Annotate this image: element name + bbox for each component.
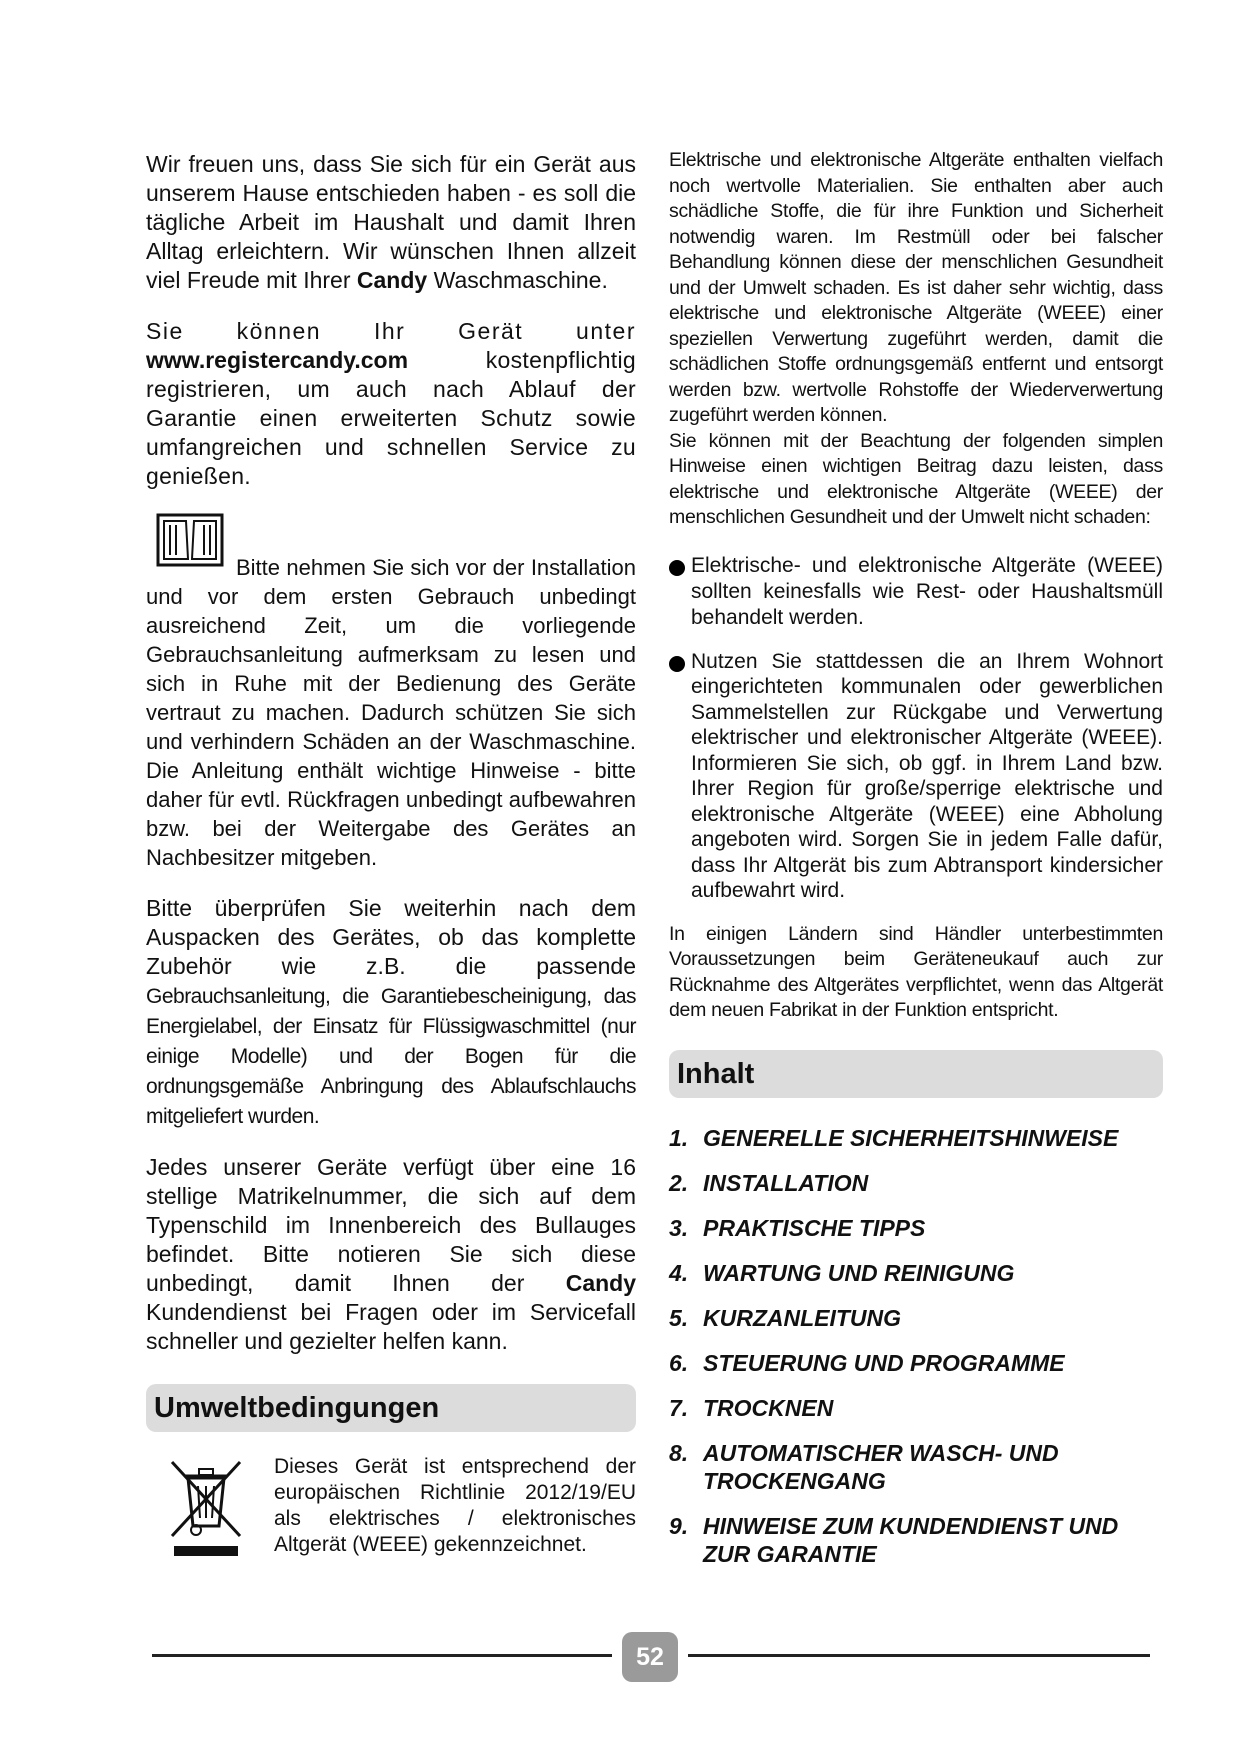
toc-item-label: PRAKTISCHE TIPPS: [703, 1214, 926, 1241]
open-book-icon: [156, 513, 224, 567]
toc-item[interactable]: 1. GENERELLE SICHERHEITSHINWEISE: [669, 1124, 1119, 1151]
toc-item[interactable]: 9. HINWEISE ZUM KUNDENDIENST UND ZUR GARANTIE: [669, 1512, 1163, 1568]
intro-tail: Waschmaschine.: [427, 267, 608, 293]
registration-paragraph: [146, 317, 636, 491]
read-manual-block: [146, 513, 636, 872]
registration-start: Sie können Ihr Gerät unter: [146, 318, 636, 344]
toc-item[interactable]: 8. AUTOMATISCHER WASCH- UND TROCKENGANG: [669, 1439, 1163, 1495]
bullet-text: Nutzen Sie stattdessen die an Ihrem Wohnort eingerichteten kommunalen oder gewerblichen Sammelstellen zur Rückgabe und Verwertung elektrischer und elektronischer Altgeräte (WEEE). Informieren Sie sich, ob ggf. in Ihrem Land bzw. Ihrer Region für große/sperrige elektrische und elektronische Altgeräte (WEEE) eine Abholung angeboten wird. Sorgen Sie in jedem Falle dafür, dass Ihr Altgerät bis zum Abtransport kindersicher aufbewahrt wird.: [691, 649, 1163, 902]
table-of-contents: [669, 1124, 1163, 1568]
intro-line: aus unserem Hause entschieden haben -: [146, 151, 636, 206]
toc-item[interactable]: 5. KURZANLEITUNG: [669, 1304, 902, 1331]
environment-heading: Umweltbedingungen: [146, 1384, 636, 1432]
brand-name: Candy: [356, 267, 428, 293]
bullet-item: [669, 649, 1163, 904]
retailer-paragraph: In einigen Ländern sind Händler unterbestimmten Voraussetzungen beim Geräteneukauf auch zur Rücknahme des Altgerätes verpflichtet, wenn das Altgerät dem neuen Fabrikat in der Funktion entspricht.: [669, 922, 1163, 1021]
weee-advice-paragraph: Sie können mit der Beachtung der folgenden simplen Hinweise einen wichtigen Beitrag dazu leisten, dass elektrische und elektronische Altgeräte (WEEE) der menschlichen Gesundheit und der Umwelt nicht schaden:: [669, 429, 1163, 528]
intro-line: Wir freuen uns, dass Sie sich für ein Gerät: [146, 151, 591, 177]
toc-item[interactable]: 6. STEUERUNG UND PROGRAMME: [669, 1349, 1065, 1376]
toc-item-label: GENERELLE SICHERHEITSHINWEISE: [703, 1124, 1119, 1151]
serial-start: Jedes unserer Geräte verfügt über eine 16 stellige Matrikelnummer, die sich auf dem Typenschild im Innenbereich des Bullauges befindet. Bitte notieren Sie sich diese unbedingt, damit Ihnen der: [146, 1154, 636, 1296]
toc-item-label: AUTOMATISCHER WASCH- UND TROCKENGANG: [703, 1439, 1059, 1494]
registration-rest: kostenpflichtig registrieren, um auch nach Ablauf der Garantie einen erweiterten Schutz sowie umfangreichen und schnellen Service zu genießen.: [146, 347, 636, 489]
bullet-icon: [669, 656, 685, 672]
toc-item[interactable]: 4. WARTUNG UND REINIGUNG: [669, 1259, 1015, 1286]
bullet-item: [669, 553, 1163, 631]
accessories-text-b: Gebrauchsanleitung, die Garantiebescheinigung, das Energielabel, der Einsatz für Flüssigwaschmittel (nur einige Modelle) und der Bogen für die ordnungsgemäße Anbringung des Ablaufschlauchs mitgeliefert wurden.: [146, 985, 636, 1128]
crossed-out-bin-icon: [166, 1454, 246, 1559]
intro-line: damit Ihren Alltag erleichtern. Wir: [146, 209, 636, 264]
read-manual-paragraph: [146, 553, 636, 872]
intro-line: wünschen Ihnen allzeit viel Freude mit Ihrer: [146, 238, 636, 293]
toc-item[interactable]: 2. INSTALLATION: [669, 1169, 869, 1196]
toc-item-label: STEUERUNG UND PROGRAMME: [703, 1349, 1065, 1376]
right-column: [669, 148, 1163, 1585]
toc-item-label: INSTALLATION: [703, 1169, 869, 1196]
weee-notice: [146, 1454, 636, 1559]
toc-item[interactable]: 3. PRAKTISCHE TIPPS: [669, 1214, 926, 1241]
read-manual-text: Bitte nehmen Sie sich vor der Installation und vor dem ersten Gebrauch unbedingt ausreichend Zeit, um die vorliegende Gebrauchsanleitung aufmerksam zu lesen und sich in Ruhe mit der Bedienung des Geräte vertraut zu machen. Dadurch schützen Sie sich und verhindern Schäden an der Waschmaschine. Die Anleitung enthält wichtige Hinweise - bitte daher für evtl. Rückfragen unbedingt aufbewahren bzw. bei der Weitergabe des Gerätes an Nachbesitzer mitgeben.: [146, 555, 636, 870]
toc-item-label: TROCKNEN: [703, 1394, 834, 1421]
footer-rule-right: [688, 1654, 1150, 1657]
toc-item-label: HINWEISE ZUM KUNDENDIENST UND ZUR GARANTIE: [703, 1512, 1119, 1567]
brand-name: Candy: [565, 1270, 636, 1296]
intro-line: es soll die tägliche Arbeit im Haushalt und: [146, 180, 637, 235]
left-column: [146, 150, 636, 1559]
page-number: 52: [622, 1632, 678, 1682]
bullet-icon: [669, 560, 685, 576]
serial-number-paragraph: [146, 1153, 636, 1356]
weee-text: Dieses Gerät ist entsprechend der europäischen Richtlinie 2012/19/EU als elektrisches / elektronisches Altgerät (WEEE) gekennzeichnet.: [274, 1455, 636, 1556]
accessories-text-a: Bitte überprüfen Sie weiterhin nach dem Auspacken des Gerätes, ob das komplette Zubehör wie z.B. die passende: [146, 895, 636, 979]
intro-paragraph: [146, 150, 636, 295]
registration-url[interactable]: www.registercandy.com: [146, 347, 409, 373]
bullet-text: Elektrische- und elektronische Altgeräte (WEEE) sollten keinesfalls wie Rest- oder Haushaltsmüll behandelt werden.: [691, 553, 1163, 629]
contents-heading: Inhalt: [669, 1050, 1163, 1098]
serial-end: Kundendienst bei Fragen oder im Servicefall schneller und gezielter helfen kann.: [146, 1299, 636, 1354]
toc-item-label: KURZANLEITUNG: [703, 1304, 902, 1331]
footer-rule-left: [152, 1654, 612, 1657]
toc-item-label: WARTUNG UND REINIGUNG: [703, 1259, 1015, 1286]
accessories-paragraph: [146, 894, 636, 1131]
toc-item[interactable]: 7. TROCKNEN: [669, 1394, 834, 1421]
weee-info-paragraph: Elektrische und elektronische Altgeräte enthalten vielfach noch wertvolle Materialien. Sie enthalten aber auch schädliche Stoffe, die für ihre Funktion und Sicherheit notwendig waren. Im Restmüll oder bei falscher Behandlung können diese der menschlichen Gesundheit und der Umwelt schaden. Es ist daher sehr wichtig, dass elektrische und elektronische Altgeräte (WEEE) einer speziellen Verwertung zugeführt werden, damit die schädlichen Stoffe ordnungsgemäß entfernt und entsorgt werden bzw. wertvolle Rohstoffe der Wiederverwertung zugeführt werden können.: [669, 149, 1163, 426]
